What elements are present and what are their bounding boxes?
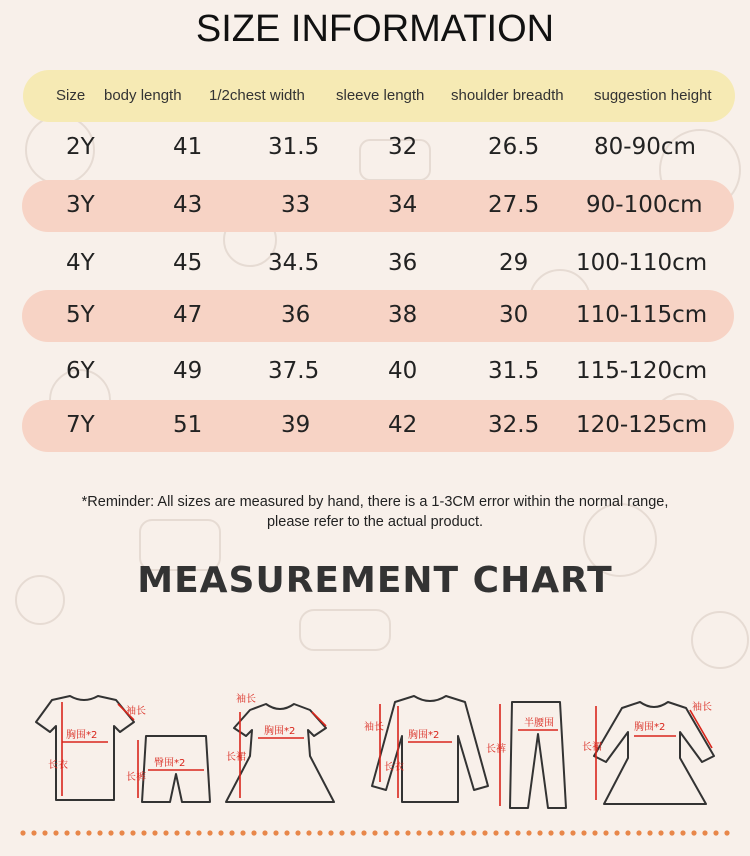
cell-chest: 34.5 [268, 250, 320, 276]
divider-dot [218, 830, 223, 835]
divider-dot [548, 830, 553, 835]
label-halfwaist-pants: 半腰围 [524, 718, 554, 729]
cell-shoulder: 29 [499, 250, 529, 276]
divider-dot [702, 830, 707, 835]
header-suggestion-height: suggestion height [594, 87, 712, 104]
divider-dot [394, 830, 399, 835]
cell-chest: 31.5 [268, 134, 320, 160]
divider-dot [691, 830, 696, 835]
divider-dot [317, 830, 322, 835]
tshirt-diagram [36, 696, 134, 800]
divider-dot [372, 830, 377, 835]
cell-shoulder: 31.5 [488, 358, 540, 384]
measurement-chart-title: MEASUREMENT CHART [137, 560, 613, 601]
divider-dot [504, 830, 509, 835]
divider-dot [174, 830, 179, 835]
divider-dot [405, 830, 410, 835]
dotted-divider [20, 828, 730, 838]
divider-dot [603, 830, 608, 835]
divider-dot [680, 830, 685, 835]
divider-dot [240, 830, 245, 835]
divider-dot [273, 830, 278, 835]
cell-chest: 37.5 [268, 358, 320, 384]
divider-dot [196, 830, 201, 835]
divider-dot [471, 830, 476, 835]
label-sleeve-dress: 袖长 [236, 694, 256, 705]
divider-dot [262, 830, 267, 835]
divider-dot [350, 830, 355, 835]
divider-dot [42, 830, 47, 835]
cell-body-length: 45 [173, 250, 203, 276]
divider-dot [108, 830, 113, 835]
cell-shoulder: 27.5 [488, 192, 540, 218]
shorts-diagram [142, 736, 210, 802]
divider-dot [636, 830, 641, 835]
divider-dot [86, 830, 91, 835]
cell-shoulder: 26.5 [488, 134, 540, 160]
cell-sleeve: 36 [388, 250, 418, 276]
divider-dot [141, 830, 146, 835]
divider-dot [328, 830, 333, 835]
cell-size: 2Y [66, 134, 95, 160]
label-chest-longdress: 胸围*2 [634, 722, 666, 733]
long-sleeve-diagram [372, 696, 488, 802]
cell-body-length: 47 [173, 302, 203, 328]
table-row [0, 238, 750, 290]
divider-dot [559, 830, 564, 835]
divider-dot [625, 830, 630, 835]
table-row [0, 400, 750, 452]
reminder-note-line2: please refer to the actual product. [266, 514, 484, 530]
divider-dot [427, 830, 432, 835]
divider-dot [515, 830, 520, 835]
cell-size: 3Y [66, 192, 95, 218]
divider-dot [669, 830, 674, 835]
cell-shoulder: 32.5 [488, 412, 540, 438]
divider-dot [614, 830, 619, 835]
divider-dot [75, 830, 80, 835]
header-shoulder-breadth: shoulder breadth [451, 87, 564, 104]
cell-sleeve: 34 [388, 192, 418, 218]
divider-dot [526, 830, 531, 835]
divider-dot [581, 830, 586, 835]
cell-height: 90-100cm [586, 192, 703, 218]
garment-diagrams [0, 690, 750, 820]
divider-dot [64, 830, 69, 835]
divider-dot [493, 830, 498, 835]
divider-dot [163, 830, 168, 835]
header-body-length: body length [104, 87, 182, 104]
divider-dot [295, 830, 300, 835]
label-sleeve-tshirt: 袖长 [126, 706, 146, 717]
label-length-longdress: 长裙 [582, 742, 602, 753]
table-row [0, 180, 750, 232]
table-row [0, 290, 750, 342]
label-length-shorts: 长裤 [126, 772, 146, 783]
cell-height: 115-120cm [576, 358, 708, 384]
divider-dot [185, 830, 190, 835]
divider-dot [724, 830, 729, 835]
divider-dot [251, 830, 256, 835]
divider-dot [119, 830, 124, 835]
table-row [0, 122, 750, 174]
cell-height: 120-125cm [576, 412, 708, 438]
cell-body-length: 41 [173, 134, 203, 160]
label-chest-tshirt: 胸围*2 [66, 730, 98, 741]
cell-size: 6Y [66, 358, 95, 384]
cell-body-length: 43 [173, 192, 203, 218]
cell-height: 110-115cm [576, 302, 708, 328]
cell-chest: 33 [281, 192, 311, 218]
cell-body-length: 51 [173, 412, 203, 438]
label-length-longsleeve: 长衣 [384, 762, 404, 773]
page-title: SIZE INFORMATION [195, 8, 555, 50]
divider-dot [229, 830, 234, 835]
cell-size: 7Y [66, 412, 95, 438]
cell-sleeve: 32 [388, 134, 418, 160]
divider-dot [658, 830, 663, 835]
divider-dot [31, 830, 36, 835]
label-length-tshirt: 长衣 [48, 760, 68, 771]
cell-size: 4Y [66, 250, 95, 276]
label-chest-longsleeve: 胸围*2 [408, 730, 440, 741]
divider-dot [416, 830, 421, 835]
divider-dot [207, 830, 212, 835]
cell-sleeve: 38 [388, 302, 418, 328]
cell-chest: 39 [281, 412, 311, 438]
label-length-dress: 长裙 [226, 752, 246, 763]
cell-size: 5Y [66, 302, 95, 328]
table-row [0, 346, 750, 398]
divider-dot [460, 830, 465, 835]
label-chest-dress: 胸围*2 [264, 726, 296, 737]
divider-dot [570, 830, 575, 835]
divider-dot [383, 830, 388, 835]
divider-dot [152, 830, 157, 835]
cell-height: 80-90cm [594, 134, 696, 160]
divider-dot [97, 830, 102, 835]
divider-dot [647, 830, 652, 835]
cell-shoulder: 30 [499, 302, 529, 328]
cell-body-length: 49 [173, 358, 203, 384]
long-dress-diagram [594, 702, 714, 804]
divider-dot [482, 830, 487, 835]
divider-dot [284, 830, 289, 835]
divider-dot [20, 830, 25, 835]
divider-dot [53, 830, 58, 835]
divider-dot [537, 830, 542, 835]
divider-dot [361, 830, 366, 835]
label-hip-shorts: 臀围*2 [154, 758, 186, 769]
label-sleeve-longsleeve: 袖长 [364, 722, 384, 733]
divider-dot [438, 830, 443, 835]
divider-dot [130, 830, 135, 835]
cell-height: 100-110cm [576, 250, 708, 276]
cell-sleeve: 42 [388, 412, 418, 438]
header-sleeve-length: sleeve length [336, 87, 425, 104]
divider-dot [306, 830, 311, 835]
divider-dot [339, 830, 344, 835]
divider-dot [713, 830, 718, 835]
divider-dot [449, 830, 454, 835]
header-chest-width: 1/2chest width [209, 87, 305, 104]
label-sleeve-longdress: 袖长 [692, 702, 712, 713]
header-size: Size [56, 87, 86, 104]
reminder-note-line1: *Reminder: All sizes are measured by hand, there is a 1-3CM error within the normal range, [81, 494, 669, 510]
cell-sleeve: 40 [388, 358, 418, 384]
label-length-pants: 长裤 [486, 744, 506, 755]
divider-dot [592, 830, 597, 835]
cell-chest: 36 [281, 302, 311, 328]
